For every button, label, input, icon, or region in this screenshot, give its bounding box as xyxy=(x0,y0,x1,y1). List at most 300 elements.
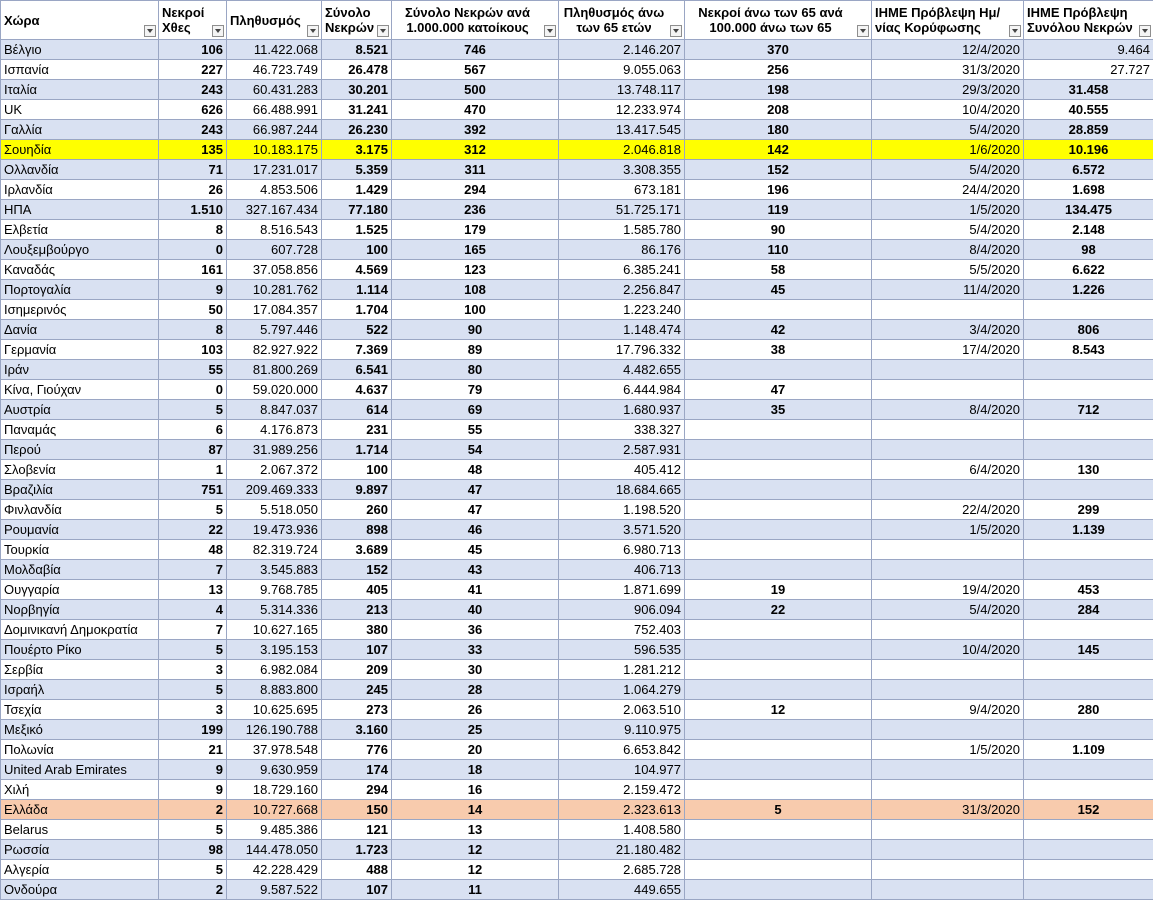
cell-deaths-over-65[interactable] xyxy=(685,620,872,640)
cell-country[interactable]: Ισημερινός xyxy=(1,300,159,320)
cell-country[interactable]: UK xyxy=(1,100,159,120)
cell-total-deaths[interactable]: 522 xyxy=(322,320,392,340)
cell-deaths-over-65[interactable] xyxy=(685,860,872,880)
cell-total-deaths[interactable]: 1.114 xyxy=(322,280,392,300)
cell-ihme-total[interactable] xyxy=(1024,660,1153,680)
cell-population[interactable]: 19.473.936 xyxy=(227,520,322,540)
cell-country[interactable]: Περού xyxy=(1,440,159,460)
cell-deaths-per-million[interactable]: 470 xyxy=(392,100,559,120)
cell-population-over-65[interactable]: 1.281.212 xyxy=(559,660,685,680)
cell-population[interactable]: 17.231.017 xyxy=(227,160,322,180)
cell-deaths-yesterday[interactable]: 7 xyxy=(159,560,227,580)
cell-total-deaths[interactable]: 405 xyxy=(322,580,392,600)
cell-population-over-65[interactable]: 9.055.063 xyxy=(559,60,685,80)
cell-population-over-65[interactable]: 86.176 xyxy=(559,240,685,260)
cell-population[interactable]: 10.625.695 xyxy=(227,700,322,720)
cell-deaths-yesterday[interactable]: 7 xyxy=(159,620,227,640)
cell-peak-date[interactable]: 10/4/2020 xyxy=(872,100,1024,120)
cell-deaths-yesterday[interactable]: 5 xyxy=(159,500,227,520)
cell-peak-date[interactable]: 6/4/2020 xyxy=(872,460,1024,480)
cell-population[interactable]: 81.800.269 xyxy=(227,360,322,380)
cell-deaths-over-65[interactable]: 38 xyxy=(685,340,872,360)
cell-population[interactable]: 5.314.336 xyxy=(227,600,322,620)
cell-country[interactable]: Ιράν xyxy=(1,360,159,380)
cell-ihme-total[interactable] xyxy=(1024,780,1153,800)
cell-population-over-65[interactable]: 406.713 xyxy=(559,560,685,580)
cell-deaths-per-million[interactable]: 123 xyxy=(392,260,559,280)
cell-total-deaths[interactable]: 245 xyxy=(322,680,392,700)
cell-population[interactable]: 3.195.153 xyxy=(227,640,322,660)
cell-deaths-per-million[interactable]: 43 xyxy=(392,560,559,580)
cell-country[interactable]: Λουξεμβούργο xyxy=(1,240,159,260)
cell-country[interactable]: Ολλανδία xyxy=(1,160,159,180)
cell-total-deaths[interactable]: 9.897 xyxy=(322,480,392,500)
cell-total-deaths[interactable]: 213 xyxy=(322,600,392,620)
cell-country[interactable]: Ιρλανδία xyxy=(1,180,159,200)
cell-population[interactable]: 8.516.543 xyxy=(227,220,322,240)
cell-country[interactable]: Μεξικό xyxy=(1,720,159,740)
cell-country[interactable]: Μολδαβία xyxy=(1,560,159,580)
cell-peak-date[interactable] xyxy=(872,540,1024,560)
cell-population-over-65[interactable]: 18.684.665 xyxy=(559,480,685,500)
cell-deaths-over-65[interactable]: 19 xyxy=(685,580,872,600)
cell-ihme-total[interactable] xyxy=(1024,620,1153,640)
cell-ihme-total[interactable]: 31.458 xyxy=(1024,80,1153,100)
cell-deaths-over-65[interactable] xyxy=(685,420,872,440)
filter-dropdown-icon[interactable] xyxy=(212,25,224,37)
cell-deaths-yesterday[interactable]: 9 xyxy=(159,780,227,800)
cell-country[interactable]: Πολωνία xyxy=(1,740,159,760)
cell-deaths-per-million[interactable]: 100 xyxy=(392,300,559,320)
cell-population[interactable]: 607.728 xyxy=(227,240,322,260)
cell-country[interactable]: Ρωσσία xyxy=(1,840,159,860)
filter-dropdown-icon[interactable] xyxy=(1009,25,1021,37)
cell-deaths-yesterday[interactable]: 5 xyxy=(159,400,227,420)
cell-deaths-per-million[interactable]: 312 xyxy=(392,140,559,160)
cell-deaths-yesterday[interactable]: 8 xyxy=(159,320,227,340)
cell-country[interactable]: Πουέρτο Ρίκο xyxy=(1,640,159,660)
cell-ihme-total[interactable] xyxy=(1024,880,1153,900)
cell-ihme-total[interactable]: 98 xyxy=(1024,240,1153,260)
cell-total-deaths[interactable]: 380 xyxy=(322,620,392,640)
cell-peak-date[interactable]: 1/5/2020 xyxy=(872,740,1024,760)
cell-ihme-total[interactable]: 284 xyxy=(1024,600,1153,620)
cell-deaths-yesterday[interactable]: 3 xyxy=(159,700,227,720)
cell-peak-date[interactable] xyxy=(872,440,1024,460)
cell-country[interactable]: Ελλάδα xyxy=(1,800,159,820)
cell-deaths-per-million[interactable]: 45 xyxy=(392,540,559,560)
cell-deaths-over-65[interactable] xyxy=(685,300,872,320)
cell-population-over-65[interactable]: 1.148.474 xyxy=(559,320,685,340)
cell-population[interactable]: 4.853.506 xyxy=(227,180,322,200)
cell-population[interactable]: 10.627.165 xyxy=(227,620,322,640)
cell-peak-date[interactable] xyxy=(872,360,1024,380)
cell-ihme-total[interactable]: 10.196 xyxy=(1024,140,1153,160)
cell-country[interactable]: Χιλή xyxy=(1,780,159,800)
cell-deaths-over-65[interactable]: 12 xyxy=(685,700,872,720)
cell-population[interactable]: 82.319.724 xyxy=(227,540,322,560)
cell-deaths-over-65[interactable]: 22 xyxy=(685,600,872,620)
cell-country[interactable]: Φινλανδία xyxy=(1,500,159,520)
cell-deaths-over-65[interactable]: 208 xyxy=(685,100,872,120)
cell-country[interactable]: Ονδούρα xyxy=(1,880,159,900)
cell-deaths-over-65[interactable]: 42 xyxy=(685,320,872,340)
cell-population[interactable]: 2.067.372 xyxy=(227,460,322,480)
cell-deaths-per-million[interactable]: 33 xyxy=(392,640,559,660)
cell-deaths-over-65[interactable]: 45 xyxy=(685,280,872,300)
cell-population[interactable]: 37.978.548 xyxy=(227,740,322,760)
cell-country[interactable]: Ιταλία xyxy=(1,80,159,100)
cell-deaths-per-million[interactable]: 11 xyxy=(392,880,559,900)
cell-deaths-yesterday[interactable]: 9 xyxy=(159,760,227,780)
cell-population-over-65[interactable]: 3.308.355 xyxy=(559,160,685,180)
cell-country[interactable]: Δανία xyxy=(1,320,159,340)
cell-deaths-per-million[interactable]: 12 xyxy=(392,860,559,880)
cell-deaths-over-65[interactable] xyxy=(685,460,872,480)
cell-deaths-over-65[interactable] xyxy=(685,440,872,460)
cell-population[interactable]: 3.545.883 xyxy=(227,560,322,580)
cell-peak-date[interactable] xyxy=(872,300,1024,320)
cell-population-over-65[interactable]: 13.748.117 xyxy=(559,80,685,100)
cell-ihme-total[interactable]: 8.543 xyxy=(1024,340,1153,360)
cell-country[interactable]: Ουγγαρία xyxy=(1,580,159,600)
cell-total-deaths[interactable]: 26.478 xyxy=(322,60,392,80)
cell-total-deaths[interactable]: 174 xyxy=(322,760,392,780)
cell-population[interactable]: 17.084.357 xyxy=(227,300,322,320)
cell-ihme-total[interactable]: 27.727 xyxy=(1024,60,1153,80)
cell-deaths-yesterday[interactable]: 6 xyxy=(159,420,227,440)
cell-population[interactable]: 209.469.333 xyxy=(227,480,322,500)
cell-peak-date[interactable]: 24/4/2020 xyxy=(872,180,1024,200)
cell-total-deaths[interactable]: 150 xyxy=(322,800,392,820)
cell-population-over-65[interactable]: 1.064.279 xyxy=(559,680,685,700)
cell-peak-date[interactable]: 31/3/2020 xyxy=(872,60,1024,80)
cell-deaths-over-65[interactable] xyxy=(685,360,872,380)
cell-deaths-over-65[interactable]: 90 xyxy=(685,220,872,240)
cell-ihme-total[interactable]: 130 xyxy=(1024,460,1153,480)
cell-deaths-per-million[interactable]: 28 xyxy=(392,680,559,700)
cell-population-over-65[interactable]: 405.412 xyxy=(559,460,685,480)
cell-total-deaths[interactable]: 30.201 xyxy=(322,80,392,100)
cell-country[interactable]: Κίνα, Γιούχαν xyxy=(1,380,159,400)
cell-country[interactable]: Βέλγιο xyxy=(1,40,159,60)
cell-deaths-over-65[interactable] xyxy=(685,780,872,800)
cell-population-over-65[interactable]: 13.417.545 xyxy=(559,120,685,140)
cell-peak-date[interactable] xyxy=(872,820,1024,840)
cell-deaths-per-million[interactable]: 20 xyxy=(392,740,559,760)
cell-total-deaths[interactable]: 107 xyxy=(322,640,392,660)
cell-total-deaths[interactable]: 614 xyxy=(322,400,392,420)
cell-country[interactable]: Γερμανία xyxy=(1,340,159,360)
cell-total-deaths[interactable]: 3.689 xyxy=(322,540,392,560)
cell-deaths-per-million[interactable]: 567 xyxy=(392,60,559,80)
cell-deaths-yesterday[interactable]: 626 xyxy=(159,100,227,120)
cell-ihme-total[interactable]: 28.859 xyxy=(1024,120,1153,140)
cell-deaths-yesterday[interactable]: 50 xyxy=(159,300,227,320)
cell-peak-date[interactable]: 8/4/2020 xyxy=(872,240,1024,260)
cell-peak-date[interactable] xyxy=(872,680,1024,700)
cell-country[interactable]: Ρουμανία xyxy=(1,520,159,540)
cell-total-deaths[interactable]: 100 xyxy=(322,240,392,260)
cell-deaths-per-million[interactable]: 165 xyxy=(392,240,559,260)
cell-total-deaths[interactable]: 231 xyxy=(322,420,392,440)
cell-total-deaths[interactable]: 3.160 xyxy=(322,720,392,740)
cell-deaths-over-65[interactable] xyxy=(685,740,872,760)
cell-ihme-total[interactable] xyxy=(1024,440,1153,460)
cell-deaths-yesterday[interactable]: 243 xyxy=(159,80,227,100)
filter-dropdown-icon[interactable] xyxy=(144,25,156,37)
cell-population-over-65[interactable]: 906.094 xyxy=(559,600,685,620)
cell-total-deaths[interactable]: 7.369 xyxy=(322,340,392,360)
cell-population-over-65[interactable]: 2.256.847 xyxy=(559,280,685,300)
cell-population-over-65[interactable]: 2.063.510 xyxy=(559,700,685,720)
cell-population[interactable]: 8.847.037 xyxy=(227,400,322,420)
cell-ihme-total[interactable]: 2.148 xyxy=(1024,220,1153,240)
cell-deaths-yesterday[interactable]: 0 xyxy=(159,240,227,260)
cell-peak-date[interactable]: 12/4/2020 xyxy=(872,40,1024,60)
cell-population[interactable]: 66.488.991 xyxy=(227,100,322,120)
cell-peak-date[interactable]: 29/3/2020 xyxy=(872,80,1024,100)
filter-dropdown-icon[interactable] xyxy=(670,25,682,37)
cell-peak-date[interactable]: 10/4/2020 xyxy=(872,640,1024,660)
cell-deaths-per-million[interactable]: 30 xyxy=(392,660,559,680)
cell-deaths-yesterday[interactable]: 9 xyxy=(159,280,227,300)
cell-deaths-over-65[interactable]: 198 xyxy=(685,80,872,100)
cell-deaths-per-million[interactable]: 16 xyxy=(392,780,559,800)
cell-ihme-total[interactable] xyxy=(1024,380,1153,400)
cell-total-deaths[interactable]: 107 xyxy=(322,880,392,900)
cell-country[interactable]: Βραζιλία xyxy=(1,480,159,500)
cell-peak-date[interactable]: 5/4/2020 xyxy=(872,120,1024,140)
cell-country[interactable]: Καναδάς xyxy=(1,260,159,280)
cell-country[interactable]: Ελβετία xyxy=(1,220,159,240)
cell-population[interactable]: 42.228.429 xyxy=(227,860,322,880)
cell-deaths-yesterday[interactable]: 161 xyxy=(159,260,227,280)
cell-deaths-per-million[interactable]: 90 xyxy=(392,320,559,340)
cell-population[interactable]: 60.431.283 xyxy=(227,80,322,100)
filter-dropdown-icon[interactable] xyxy=(1139,25,1151,37)
cell-deaths-per-million[interactable]: 500 xyxy=(392,80,559,100)
cell-population[interactable]: 8.883.800 xyxy=(227,680,322,700)
cell-ihme-total[interactable] xyxy=(1024,680,1153,700)
filter-dropdown-icon[interactable] xyxy=(307,25,319,37)
cell-deaths-per-million[interactable]: 25 xyxy=(392,720,559,740)
cell-population[interactable]: 10.183.175 xyxy=(227,140,322,160)
cell-deaths-yesterday[interactable]: 106 xyxy=(159,40,227,60)
cell-population-over-65[interactable]: 2.046.818 xyxy=(559,140,685,160)
cell-ihme-total[interactable]: 40.555 xyxy=(1024,100,1153,120)
cell-population[interactable]: 10.727.668 xyxy=(227,800,322,820)
cell-country[interactable]: Αλγερία xyxy=(1,860,159,880)
cell-ihme-total[interactable]: 712 xyxy=(1024,400,1153,420)
cell-deaths-per-million[interactable]: 13 xyxy=(392,820,559,840)
cell-ihme-total[interactable] xyxy=(1024,820,1153,840)
cell-total-deaths[interactable]: 4.637 xyxy=(322,380,392,400)
cell-population[interactable]: 6.982.084 xyxy=(227,660,322,680)
cell-population[interactable]: 9.587.522 xyxy=(227,880,322,900)
cell-deaths-over-65[interactable] xyxy=(685,540,872,560)
cell-population-over-65[interactable]: 104.977 xyxy=(559,760,685,780)
cell-deaths-yesterday[interactable]: 22 xyxy=(159,520,227,540)
cell-deaths-yesterday[interactable]: 55 xyxy=(159,360,227,380)
cell-total-deaths[interactable]: 260 xyxy=(322,500,392,520)
cell-peak-date[interactable]: 11/4/2020 xyxy=(872,280,1024,300)
cell-ihme-total[interactable]: 152 xyxy=(1024,800,1153,820)
cell-deaths-over-65[interactable]: 370 xyxy=(685,40,872,60)
cell-deaths-yesterday[interactable]: 227 xyxy=(159,60,227,80)
cell-deaths-yesterday[interactable]: 103 xyxy=(159,340,227,360)
cell-country[interactable]: ΗΠΑ xyxy=(1,200,159,220)
cell-deaths-per-million[interactable]: 54 xyxy=(392,440,559,460)
cell-ihme-total[interactable] xyxy=(1024,540,1153,560)
cell-country[interactable]: Ισπανία xyxy=(1,60,159,80)
cell-total-deaths[interactable]: 31.241 xyxy=(322,100,392,120)
cell-peak-date[interactable]: 31/3/2020 xyxy=(872,800,1024,820)
cell-deaths-over-65[interactable] xyxy=(685,500,872,520)
cell-deaths-per-million[interactable]: 14 xyxy=(392,800,559,820)
cell-deaths-yesterday[interactable]: 5 xyxy=(159,680,227,700)
cell-peak-date[interactable] xyxy=(872,560,1024,580)
cell-country[interactable]: Τουρκία xyxy=(1,540,159,560)
cell-ihme-total[interactable]: 134.475 xyxy=(1024,200,1153,220)
cell-country[interactable]: Ισραήλ xyxy=(1,680,159,700)
cell-deaths-yesterday[interactable]: 48 xyxy=(159,540,227,560)
cell-total-deaths[interactable]: 898 xyxy=(322,520,392,540)
cell-population-over-65[interactable]: 6.385.241 xyxy=(559,260,685,280)
cell-peak-date[interactable]: 5/5/2020 xyxy=(872,260,1024,280)
cell-population-over-65[interactable]: 9.110.975 xyxy=(559,720,685,740)
cell-deaths-per-million[interactable]: 179 xyxy=(392,220,559,240)
cell-population-over-65[interactable]: 1.585.780 xyxy=(559,220,685,240)
cell-deaths-per-million[interactable]: 41 xyxy=(392,580,559,600)
cell-peak-date[interactable] xyxy=(872,760,1024,780)
cell-total-deaths[interactable]: 1.704 xyxy=(322,300,392,320)
cell-population[interactable]: 5.518.050 xyxy=(227,500,322,520)
cell-peak-date[interactable] xyxy=(872,620,1024,640)
cell-peak-date[interactable]: 1/5/2020 xyxy=(872,200,1024,220)
cell-total-deaths[interactable]: 1.714 xyxy=(322,440,392,460)
cell-population[interactable]: 59.020.000 xyxy=(227,380,322,400)
cell-population-over-65[interactable]: 1.198.520 xyxy=(559,500,685,520)
cell-deaths-yesterday[interactable]: 2 xyxy=(159,800,227,820)
cell-population-over-65[interactable]: 6.444.984 xyxy=(559,380,685,400)
cell-population-over-65[interactable]: 1.871.699 xyxy=(559,580,685,600)
cell-ihme-total[interactable] xyxy=(1024,480,1153,500)
cell-deaths-per-million[interactable]: 12 xyxy=(392,840,559,860)
cell-population-over-65[interactable]: 2.685.728 xyxy=(559,860,685,880)
cell-deaths-per-million[interactable]: 40 xyxy=(392,600,559,620)
cell-ihme-total[interactable]: 280 xyxy=(1024,700,1153,720)
cell-total-deaths[interactable]: 77.180 xyxy=(322,200,392,220)
cell-population-over-65[interactable]: 2.159.472 xyxy=(559,780,685,800)
cell-deaths-over-65[interactable] xyxy=(685,480,872,500)
cell-population-over-65[interactable]: 1.408.580 xyxy=(559,820,685,840)
cell-deaths-over-65[interactable] xyxy=(685,720,872,740)
cell-country[interactable]: Τσεχία xyxy=(1,700,159,720)
cell-population[interactable]: 5.797.446 xyxy=(227,320,322,340)
cell-deaths-per-million[interactable]: 55 xyxy=(392,420,559,440)
cell-total-deaths[interactable]: 152 xyxy=(322,560,392,580)
cell-total-deaths[interactable]: 488 xyxy=(322,860,392,880)
cell-deaths-yesterday[interactable]: 71 xyxy=(159,160,227,180)
cell-country[interactable]: Νορβηγία xyxy=(1,600,159,620)
cell-total-deaths[interactable]: 6.541 xyxy=(322,360,392,380)
cell-ihme-total[interactable]: 299 xyxy=(1024,500,1153,520)
cell-deaths-per-million[interactable]: 294 xyxy=(392,180,559,200)
cell-population-over-65[interactable]: 6.980.713 xyxy=(559,540,685,560)
cell-deaths-yesterday[interactable]: 26 xyxy=(159,180,227,200)
cell-population-over-65[interactable]: 752.403 xyxy=(559,620,685,640)
cell-deaths-per-million[interactable]: 89 xyxy=(392,340,559,360)
cell-population[interactable]: 46.723.749 xyxy=(227,60,322,80)
cell-deaths-over-65[interactable]: 256 xyxy=(685,60,872,80)
cell-ihme-total[interactable] xyxy=(1024,720,1153,740)
cell-population[interactable]: 18.729.160 xyxy=(227,780,322,800)
cell-deaths-over-65[interactable]: 35 xyxy=(685,400,872,420)
cell-country[interactable]: Πορτογαλία xyxy=(1,280,159,300)
cell-deaths-yesterday[interactable]: 199 xyxy=(159,720,227,740)
cell-deaths-yesterday[interactable]: 98 xyxy=(159,840,227,860)
cell-peak-date[interactable] xyxy=(872,660,1024,680)
cell-peak-date[interactable]: 9/4/2020 xyxy=(872,700,1024,720)
cell-population[interactable]: 37.058.856 xyxy=(227,260,322,280)
cell-ihme-total[interactable]: 1.109 xyxy=(1024,740,1153,760)
cell-country[interactable]: Γαλλία xyxy=(1,120,159,140)
cell-deaths-over-65[interactable] xyxy=(685,520,872,540)
cell-population-over-65[interactable]: 21.180.482 xyxy=(559,840,685,860)
cell-ihme-total[interactable]: 6.622 xyxy=(1024,260,1153,280)
cell-total-deaths[interactable]: 8.521 xyxy=(322,40,392,60)
cell-peak-date[interactable]: 19/4/2020 xyxy=(872,580,1024,600)
cell-deaths-yesterday[interactable]: 3 xyxy=(159,660,227,680)
cell-deaths-yesterday[interactable]: 1.510 xyxy=(159,200,227,220)
cell-population[interactable]: 10.281.762 xyxy=(227,280,322,300)
cell-country[interactable]: United Arab Emirates xyxy=(1,760,159,780)
cell-deaths-over-65[interactable]: 47 xyxy=(685,380,872,400)
cell-population-over-65[interactable]: 338.327 xyxy=(559,420,685,440)
filter-dropdown-icon[interactable] xyxy=(857,25,869,37)
cell-peak-date[interactable] xyxy=(872,380,1024,400)
cell-population[interactable]: 126.190.788 xyxy=(227,720,322,740)
cell-deaths-yesterday[interactable]: 1 xyxy=(159,460,227,480)
cell-total-deaths[interactable]: 4.569 xyxy=(322,260,392,280)
cell-deaths-yesterday[interactable]: 135 xyxy=(159,140,227,160)
cell-peak-date[interactable]: 22/4/2020 xyxy=(872,500,1024,520)
cell-peak-date[interactable]: 3/4/2020 xyxy=(872,320,1024,340)
cell-ihme-total[interactable] xyxy=(1024,840,1153,860)
cell-population[interactable]: 66.987.244 xyxy=(227,120,322,140)
cell-deaths-per-million[interactable]: 236 xyxy=(392,200,559,220)
cell-population[interactable]: 9.485.386 xyxy=(227,820,322,840)
cell-deaths-yesterday[interactable]: 87 xyxy=(159,440,227,460)
cell-population[interactable]: 31.989.256 xyxy=(227,440,322,460)
cell-deaths-per-million[interactable]: 392 xyxy=(392,120,559,140)
cell-deaths-over-65[interactable]: 119 xyxy=(685,200,872,220)
cell-population-over-65[interactable]: 449.655 xyxy=(559,880,685,900)
cell-ihme-total[interactable]: 453 xyxy=(1024,580,1153,600)
cell-deaths-yesterday[interactable]: 2 xyxy=(159,880,227,900)
cell-peak-date[interactable]: 5/4/2020 xyxy=(872,160,1024,180)
cell-total-deaths[interactable]: 121 xyxy=(322,820,392,840)
cell-deaths-over-65[interactable]: 58 xyxy=(685,260,872,280)
cell-deaths-per-million[interactable]: 36 xyxy=(392,620,559,640)
cell-deaths-over-65[interactable]: 180 xyxy=(685,120,872,140)
cell-ihme-total[interactable]: 1.226 xyxy=(1024,280,1153,300)
cell-deaths-per-million[interactable]: 746 xyxy=(392,40,559,60)
cell-ihme-total[interactable]: 806 xyxy=(1024,320,1153,340)
cell-peak-date[interactable]: 5/4/2020 xyxy=(872,220,1024,240)
cell-deaths-over-65[interactable] xyxy=(685,640,872,660)
